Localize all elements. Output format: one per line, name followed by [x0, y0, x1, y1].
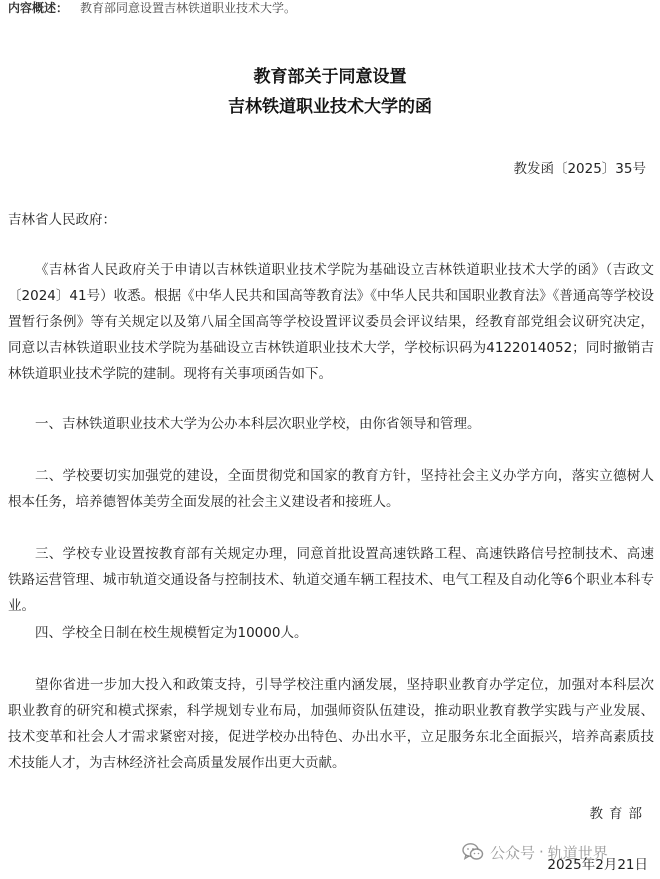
summary-text: 教育部同意设置吉林铁道职业技术大学。 — [80, 1, 297, 15]
document-title-line2: 吉林铁道职业技术大学的函 — [228, 97, 432, 117]
paragraph-item-4: 四、学校全日制在校生规模暂定为10000人。 — [35, 625, 308, 641]
signatory: 教育部 — [589, 806, 648, 822]
paragraph-item-1: 一、吉林铁道职业技术大学为公办本科层次职业学校，由你省领导和管理。 — [35, 416, 481, 432]
watermark-account: 轨道世界 — [547, 843, 608, 862]
paragraph-item-2: 二、学校要切实加强党的建设，全面贯彻党和国家的教育方针，坚持社会主义办学方向，落实立德树人根本任务，培养德智体美劳全面发展的社会主义建设者和接班人。 — [8, 468, 654, 510]
summary-label: 内容概述： — [8, 1, 69, 15]
paragraph-closing: 望你省进一步加大投入和政策支持，引导学校注重内涵发展，坚持职业教育办学定位，加强对本科层次职业教育的研究和模式探索，科学规划专业布局，加强师资队伍建设，推动职业教育教学实践与产业发展、技术变革和社会人才需求紧密对接，促进学校办出特色、办出水平，立足服务东北全面振兴，培养高素质技术技能人才，为吉林经济社会高质量发展作出更大贡献。 — [8, 677, 654, 771]
document-number: 教发函〔2025〕35号 — [513, 161, 646, 177]
summary-bar — [0, 0, 660, 18]
document-title-line1: 教育部关于同意设置 — [253, 67, 407, 87]
watermark-separator: · — [539, 843, 544, 861]
signature-date: 2025年2月21日 — [547, 857, 648, 873]
paragraph-intro: 《吉林省人民政府关于申请以吉林铁道职业技术学院为基础设立吉林铁道职业技术大学的函》（吉政文〔2024〕41号）收悉。根据《中华人民共和国高等教育法》《中华人民共和国职业教育法》《普通高等学校设置暂行条例》等有关规定以及第八届全国高等学校设置评议委员会评议结果，经教育部党组会议研究决定，同意以吉林铁道职业技术学院为基础设立吉林铁道职业技术大学，学校标识码为4122014052；同时撤销吉林铁道职业技术学院的建制。现将有关事项函告如下。 — [8, 262, 654, 382]
paragraph-item-3: 三、学校专业设置按教育部有关规定办理，同意首批设置高速铁路工程、高速铁路信号控制技术、高速铁路运营管理、城市轨道交通设备与控制技术、轨道交通车辆工程技术、电气工程及自动化等6个职业本科专业。 — [8, 546, 654, 614]
addressee: 吉林省人民政府： — [8, 212, 116, 228]
wechat-icon — [462, 842, 484, 862]
watermark-label: 公众号 — [490, 843, 536, 862]
